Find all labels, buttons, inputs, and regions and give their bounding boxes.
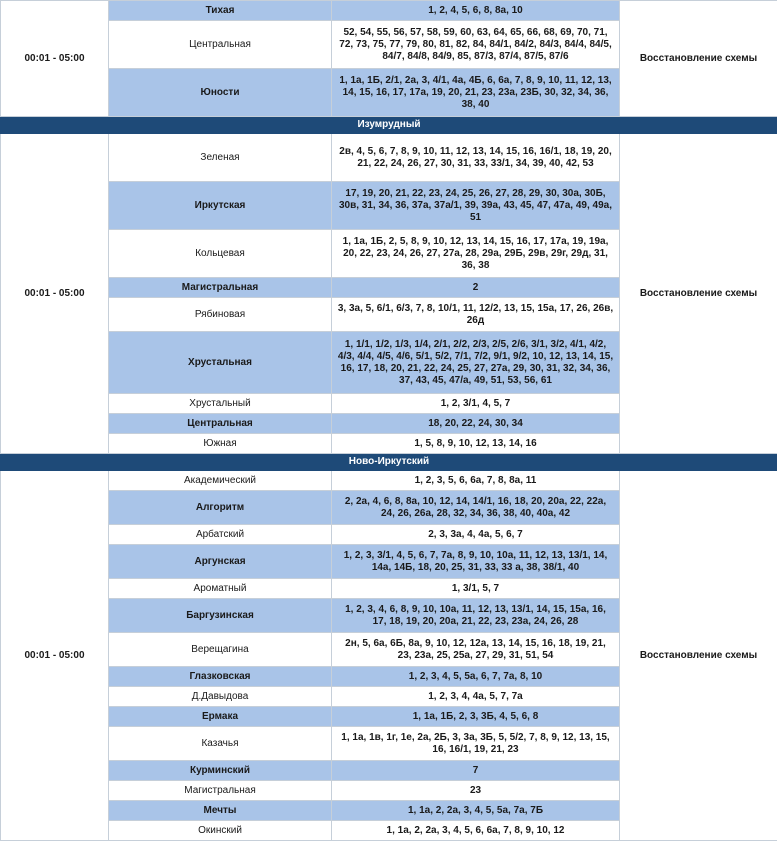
street-cell: Центральная (109, 21, 332, 69)
houses-cell: 1, 1а, 2, 2а, 3, 4, 5, 6, 6а, 7, 8, 9, 10, 12 (332, 821, 620, 841)
street-cell: Магистральная (109, 781, 332, 801)
action-cell: Восстановление схемы (620, 134, 777, 454)
street-cell: Хрустальная (109, 332, 332, 394)
street-cell: Тихая (109, 1, 332, 21)
street-cell: Центральная (109, 414, 332, 434)
street-cell: Ермака (109, 707, 332, 727)
houses-cell: 1, 1а, 1в, 1г, 1е, 2а, 2Б, 3, 3а, 3Б, 5, 5/2, 7, 8, 9, 12, 13, 15, 16, 16/1, 19, 21, 23 (332, 727, 620, 761)
street-cell: Верещагина (109, 633, 332, 667)
houses-cell: 18, 20, 22, 24, 30, 34 (332, 414, 620, 434)
street-cell: Хрустальный (109, 394, 332, 414)
district-name: Ново-Иркутский (1, 454, 777, 471)
street-cell: Мечты (109, 801, 332, 821)
street-cell: Курминский (109, 761, 332, 781)
houses-cell: 1, 1а, 1Б, 2, 3, 3Б, 4, 5, 6, 8 (332, 707, 620, 727)
houses-cell: 1, 2, 3/1, 4, 5, 7 (332, 394, 620, 414)
street-cell: Аргунская (109, 545, 332, 579)
houses-cell: 2 (332, 278, 620, 298)
street-cell: Рябиновая (109, 298, 332, 332)
street-cell: Южная (109, 434, 332, 454)
schedule-body (1, 1, 777, 841)
houses-cell: 1, 2, 3, 3/1, 4, 5, 6, 7, 7а, 8, 9, 10, 10а, 11, 12, 13, 13/1, 14, 14а, 14Б, 18, 20, 25, 31, 33, 33 а, 38, 38/1, 40 (332, 545, 620, 579)
houses-cell: 1, 1а, 2, 2а, 3, 4, 5, 5а, 7а, 7Б (332, 801, 620, 821)
district-name: Изумрудный (1, 117, 777, 134)
houses-cell: 2, 3, 3а, 4, 4а, 5, 6, 7 (332, 525, 620, 545)
action-cell: Восстановление схемы (620, 1, 777, 117)
houses-cell: 1, 1а, 1Б, 2/1, 2а, 3, 4/1, 4а, 4Б, 6, 6а, 7, 8, 9, 10, 11, 12, 13, 14, 15, 16, 17, 17а, 19, 20, 21, 23, 23а, 23Б, 30, 32, 34, 36, 38, 40 (332, 69, 620, 117)
houses-cell: 1, 2, 3, 5, 6, 6а, 7, 8, 8а, 11 (332, 471, 620, 491)
houses-cell: 1, 2, 3, 4, 6, 8, 9, 10, 10а, 11, 12, 13, 13/1, 14, 15, 15а, 16, 17, 18, 19, 20, 20а, 21, 22, 23, 23а, 24, 26, 28 (332, 599, 620, 633)
houses-cell: 1, 3/1, 5, 7 (332, 579, 620, 599)
houses-cell: 2, 2а, 4, 6, 8, 8а, 10, 12, 14, 14/1, 16, 18, 20, 20а, 22, 22а, 24, 26, 26а, 28, 32, 34, 36, 38, 40, 40а, 42 (332, 491, 620, 525)
houses-cell: 1, 1/1, 1/2, 1/3, 1/4, 2/1, 2/2, 2/3, 2/5, 2/6, 3/1, 3/2, 4/1, 4/2, 4/3, 4/4, 4/5, 4/6, 5/1, 5/2, 7/1, 7/2, 9/1, 9/2, 10, 12, 13, 14, 15, 16, 17, 18, 20, 21, 22, 24, 25, 27, 27а, 29, 30, 31, 32, 34, 36, 37, 43, 45, 47/а, 49, 51, 53, 56, 61 (332, 332, 620, 394)
houses-cell: 1, 2, 3, 4, 5, 5а, 6, 7, 7а, 8, 10 (332, 667, 620, 687)
time-cell: 00:01 - 05:00 (1, 1, 109, 117)
street-cell: Казачья (109, 727, 332, 761)
houses-cell: 23 (332, 781, 620, 801)
houses-cell: 7 (332, 761, 620, 781)
houses-cell: 1, 2, 4, 5, 6, 8, 8а, 10 (332, 1, 620, 21)
table-row (1, 471, 777, 491)
houses-cell: 17, 19, 20, 21, 22, 23, 24, 25, 26, 27, 28, 29, 30, 30а, 30Б, 30в, 31, 34, 36, 37а, 37а/1, 39, 39а, 43, 45, 47, 47а, 49, 49а, 51 (332, 182, 620, 230)
houses-cell: 2в, 4, 5, 6, 7, 8, 9, 10, 11, 12, 13, 14, 15, 16, 16/1, 18, 19, 20, 21, 22, 24, 26, 27, 30, 31, 33, 33/1, 34, 39, 40, 42, 53 (332, 134, 620, 182)
street-cell: Ароматный (109, 579, 332, 599)
houses-cell: 1, 5, 8, 9, 10, 12, 13, 14, 16 (332, 434, 620, 454)
street-cell: Магистральная (109, 278, 332, 298)
houses-cell: 3, 3а, 5, 6/1, 6/3, 7, 8, 10/1, 11, 12/2, 13, 15, 15а, 17, 26, 26в, 26д (332, 298, 620, 332)
street-cell: Академический (109, 471, 332, 491)
time-cell: 00:01 - 05:00 (1, 471, 109, 841)
houses-cell: 2н, 5, 6а, 6Б, 8а, 9, 10, 12, 12а, 13, 14, 15, 16, 18, 19, 21, 23, 23а, 25, 25а, 27, 29, 31, 51, 54 (332, 633, 620, 667)
street-cell: Зеленая (109, 134, 332, 182)
street-cell: Кольцевая (109, 230, 332, 278)
table-row (1, 1, 777, 21)
houses-cell: 1, 2, 3, 4, 4а, 5, 7, 7а (332, 687, 620, 707)
street-cell: Арбатский (109, 525, 332, 545)
street-cell: Д.Давыдова (109, 687, 332, 707)
houses-cell: 52, 54, 55, 56, 57, 58, 59, 60, 63, 64, 65, 66, 68, 69, 70, 71, 72, 73, 75, 77, 79, 80, 81, 82, 84, 84/1, 84/2, 84/3, 84/4, 84/5, 84/7, 84/8, 84/9, 85, 87/3, 87/4, 87/5, 87/6 (332, 21, 620, 69)
street-cell: Юности (109, 69, 332, 117)
time-cell: 00:01 - 05:00 (1, 134, 109, 454)
street-cell: Окинский (109, 821, 332, 841)
houses-cell: 1, 1а, 1Б, 2, 5, 8, 9, 10, 12, 13, 14, 15, 16, 17, 17а, 19, 19а, 20, 22, 23, 24, 26, 27, 27а, 28, 29а, 29Б, 29в, 29г, 29д, 31, 36, 38 (332, 230, 620, 278)
street-cell: Баргузинская (109, 599, 332, 633)
district-header-row (1, 454, 777, 471)
street-cell: Алгоритм (109, 491, 332, 525)
action-cell: Восстановление схемы (620, 471, 777, 841)
district-header-row (1, 117, 777, 134)
street-cell: Иркутская (109, 182, 332, 230)
table-row (1, 134, 777, 182)
street-cell: Глазковская (109, 667, 332, 687)
